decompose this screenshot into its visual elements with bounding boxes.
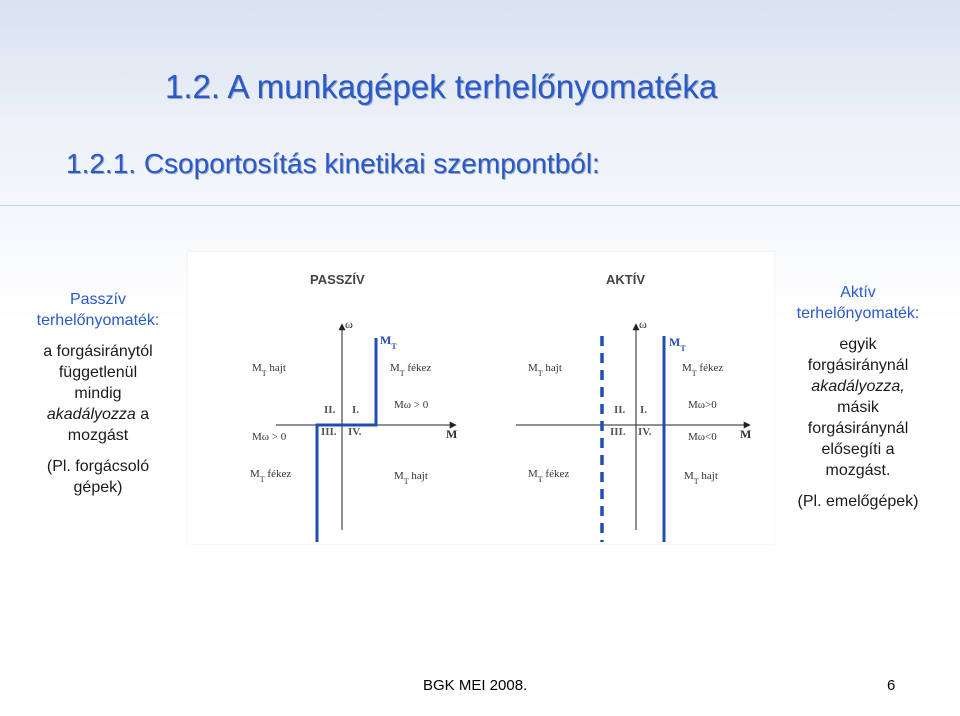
quadrant-diagrams-svg [188,252,774,544]
active-top-right-label: $M_T$ fékez [682,362,724,378]
passive-line-4-rest: a [135,406,150,423]
active-mt-label: $M_T$ [669,335,686,353]
passive-right-mid-label: Mω > 0 [394,399,429,411]
active-right-mid-label-1: Mω>0 [688,399,717,411]
passive-diagram [250,272,457,542]
active-line-2: forgásiránynál [807,357,909,374]
active-title: AKTÍV [606,272,645,287]
passive-bottom-right-label: $M_T$ hajt [394,470,428,486]
passive-m-axis-label: M [446,427,458,441]
active-example: (Pl. emelőgépek) [797,493,919,510]
active-emphasis: akadályozza, [811,378,905,395]
active-line-7: mozgást. [825,462,891,479]
active-quadrant-4: IV. [638,426,652,438]
active-line-3 [778,376,938,397]
section-subtitle: 1.2.1. Csoportosítás kinetikai szempontból: [66,148,600,179]
passive-line-2: függetlenül [58,364,138,381]
active-line-6: elősegíti a [821,441,895,458]
passive-left-mid-label: Mω > 0 [252,431,287,443]
passive-omega-label: ω [345,317,353,331]
passive-example-1: (Pl. forgácsoló [46,458,150,475]
active-m-axis-label: M [740,427,752,441]
passive-heading-1: Passzív [69,291,126,308]
active-quadrant-2: II. [614,404,626,416]
active-line-5: forgásiránynál [807,420,909,437]
active-bottom-left-label: $M_T$ fékez [528,468,570,484]
passive-top-right-label: $M_T$ fékez [390,362,432,378]
active-omega-label: ω [639,317,647,331]
passive-example-2: gépek) [73,479,123,496]
passive-bottom-left-label: $M_T$ fékez [250,468,292,484]
torque-quadrant-figure [188,252,774,544]
active-description [778,282,938,512]
active-heading-1: Aktív [840,284,876,301]
passive-mt-label: $M_T$ [380,333,397,351]
footer-source: BGK MEI 2008. [423,677,528,694]
active-diagram [516,272,751,542]
passive-line-4 [18,404,178,425]
passive-quadrant-4: IV. [348,426,362,438]
active-line-1: egyik [839,336,877,353]
active-line-4: másik [837,399,879,416]
passive-quadrant-1: I. [352,404,360,416]
passive-torque-curve [317,338,376,542]
passive-line-1: a forgásiránytól [43,343,153,360]
passive-quadrant-2: II. [324,404,336,416]
active-quadrant-3: III. [610,426,626,438]
page-number: 6 [887,677,896,694]
page-title: 1.2. A munkagépek terhelőnyomatéka [165,68,718,105]
active-quadrant-1: I. [640,404,648,416]
active-heading-2: terhelőnyomaték: [796,305,920,322]
passive-line-3: mindig [74,385,122,402]
active-right-mid-label-2: Mω<0 [688,431,717,443]
passive-emphasis: akadályozza [46,406,136,423]
passive-quadrant-3: III. [321,426,337,438]
passive-line-5: mozgást [67,427,129,444]
passive-title: PASSZÍV [310,272,365,287]
active-bottom-right-label: $M_T$ hajt [684,470,718,486]
passive-description [18,289,178,498]
active-top-left-label: $M_T$ hajt [528,362,562,378]
passive-top-left-label: $M_T$ hajt [252,362,286,378]
header-divider [0,205,960,206]
passive-heading-2: terhelőnyomaték: [36,312,160,329]
